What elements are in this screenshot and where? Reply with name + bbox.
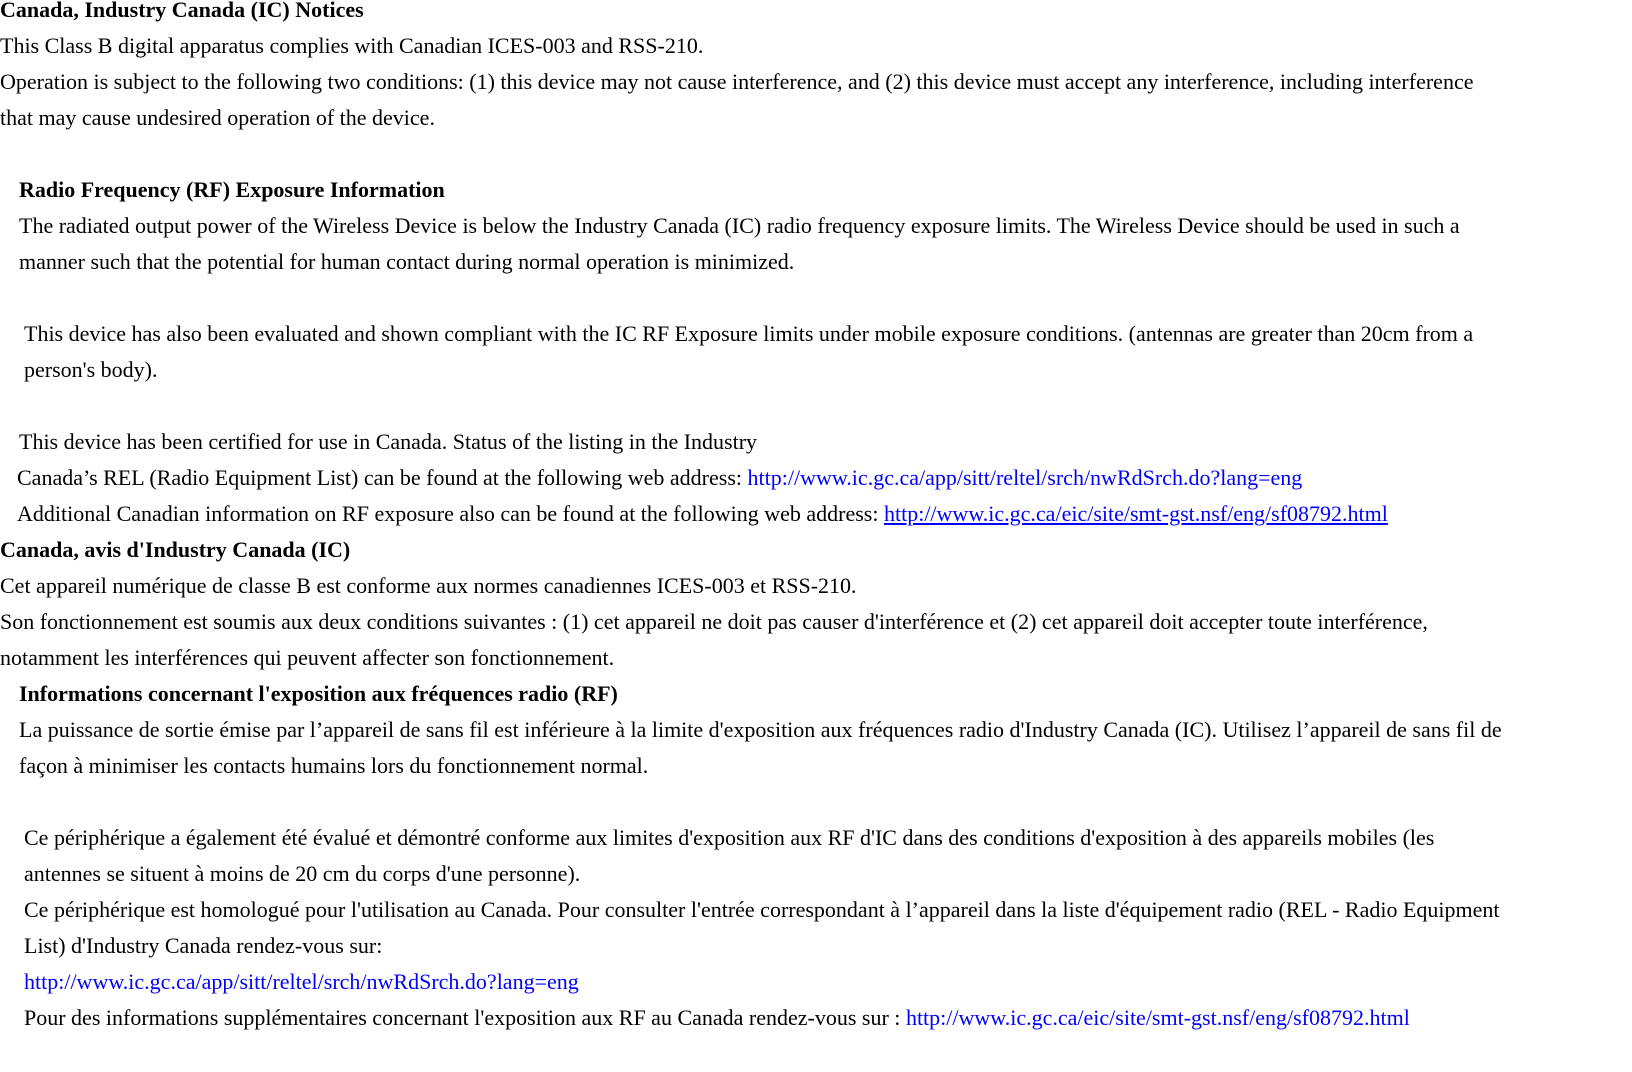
- certification-line-2: [17, 465, 1302, 491]
- evaluation-fr-line-1: Ce périphérique a également été évalué et démontré conforme aux limites d'exposition aux RF d'IC dans des conditions d'exposition à des appareils mobiles (les: [24, 825, 1435, 850]
- rf-exposure-link[interactable]: http://www.ic.gc.ca/eic/site/smt-gst.nsf/eng/sf08792.html: [883, 501, 1388, 526]
- rel-link[interactable]: http://www.ic.gc.ca/app/sitt/reltel/srch/nwRdSrch.do?lang=eng: [747, 465, 1303, 490]
- classe-b-statement: Cet appareil numérique de classe B est conforme aux normes canadiennes ICES-003 et RSS-210.: [0, 573, 857, 598]
- mobile-evaluation-line-1: This device has also been evaluated and shown compliant with the IC RF Exposure limits under mobile exposure conditions. (antennas are greater than 20cm from a: [24, 321, 1474, 346]
- operation-conditions-line-2: that may cause undesired operation of the device.: [0, 105, 435, 130]
- rf-info-line-2: façon à minimiser les contacts humains lors du fonctionnement normal.: [19, 753, 649, 778]
- rf-exposure-link-fr[interactable]: http://www.ic.gc.ca/eic/site/smt-gst.nsf/eng/sf08792.html: [905, 1005, 1410, 1030]
- fonctionnement-line-2: notamment les interférences qui peuvent affecter son fonctionnement.: [0, 645, 615, 670]
- certification-text: Canada’s REL (Radio Equipment List) can be found at the following web address:: [17, 465, 748, 490]
- avis-title: Canada, avis d'Industry Canada (IC): [0, 537, 351, 562]
- info-supp-line: [24, 1005, 1410, 1031]
- class-b-statement: This Class B digital apparatus complies with Canadian ICES-003 and RSS-210.: [0, 33, 704, 58]
- rf-exposure-line-1: The radiated output power of the Wireless Device is below the Industry Canada (IC) radio frequency exposure limits. The Wireless Device should be used in such a: [19, 213, 1460, 238]
- homologation-link-line: [24, 969, 579, 995]
- rf-info-line-1: La puissance de sortie émise par l’appareil de sans fil est inférieure à la limite d'exposition aux fréquences radio d'Industry Canada (IC). Utilisez l’appareil de sans fil de: [19, 717, 1502, 742]
- mobile-evaluation-line-2: person's body).: [24, 357, 158, 382]
- rf-exposure-line-2: manner such that the potential for human contact during normal operation is minimized.: [19, 249, 795, 274]
- additional-info-line: [17, 501, 1388, 527]
- evaluation-fr-line-2: antennes se situent à moins de 20 cm du corps d'une personne).: [24, 861, 581, 886]
- rf-exposure-title: Radio Frequency (RF) Exposure Information: [19, 177, 445, 202]
- rel-link-fr[interactable]: http://www.ic.gc.ca/app/sitt/reltel/srch/nwRdSrch.do?lang=eng: [24, 969, 579, 994]
- additional-info-text: Additional Canadian information on RF exposure also can be found at the following web address:: [17, 501, 884, 526]
- homologation-line-2: List) d'Industry Canada rendez-vous sur:: [24, 933, 383, 958]
- certification-line-1: This device has been certified for use in Canada. Status of the listing in the Industry: [19, 429, 758, 454]
- operation-conditions-line-1: Operation is subject to the following two conditions: (1) this device may not cause interference, and (2) this device must accept any interference, including interference: [0, 69, 1474, 94]
- fonctionnement-line-1: Son fonctionnement est soumis aux deux conditions suivantes : (1) cet appareil ne doit pas causer d'interférence et (2) cet appareil doit accepter toute interférence,: [0, 609, 1428, 634]
- ic-notices-title: Canada, Industry Canada (IC) Notices: [0, 0, 364, 22]
- homologation-line-1: Ce périphérique est homologué pour l'utilisation au Canada. Pour consulter l'entrée correspondant à l’appareil dans la liste d'équipement radio (REL - Radio Equipment: [24, 897, 1500, 922]
- rf-info-title: Informations concernant l'exposition aux fréquences radio (RF): [19, 681, 618, 706]
- info-supp-text: Pour des informations supplémentaires concernant l'exposition aux RF au Canada rendez-vous sur :: [24, 1005, 906, 1030]
